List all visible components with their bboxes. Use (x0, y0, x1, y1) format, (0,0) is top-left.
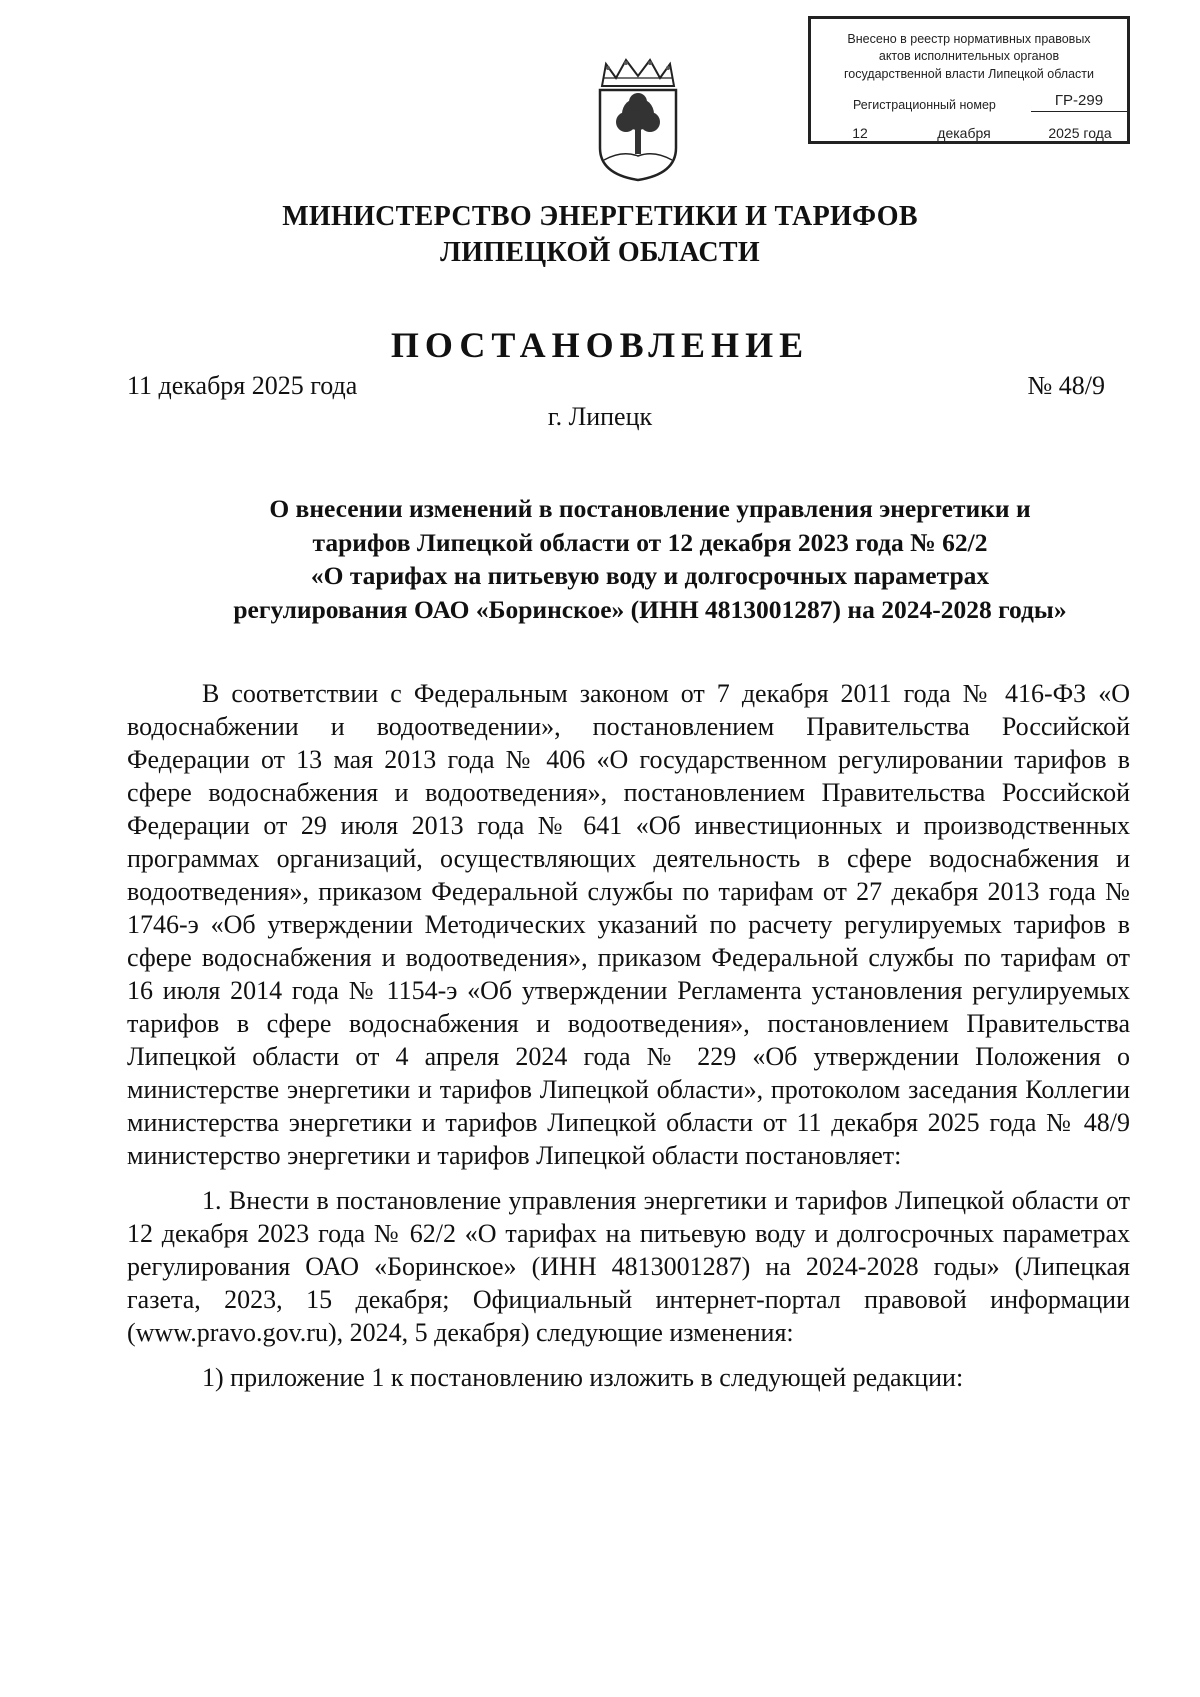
body-paragraph-item-1: 1. Внести в постановление управления энергетики и тарифов Липецкой области от 12 декабря 2023 года № 62/2 «О тарифах на питьевую воду и долгосрочных параметрах регулирования ОАО «Боринское» (ИНН 4813001287) на 2024-2028 годы» (Липецкая газета, 2023, 15 декабря; Официальный интернет-портал правовой информации (www.pravo.gov.ru), 2024, 5 декабря) следующие изменения: (127, 1186, 1130, 1347)
ministry-title-line-1: МИНИСТЕРСТВО ЭНЕРГЕТИКИ И ТАРИФОВ (282, 201, 918, 232)
stamp-reg-label: Регистрационный номер (853, 98, 996, 112)
stamp-line-1: Внесено в реестр нормативных правовых (847, 32, 1091, 46)
stamp-month: декабря (909, 126, 1019, 142)
document-body (127, 677, 1130, 1394)
ministry-title-line-2: ЛИПЕЦКОЙ ОБЛАСТИ (440, 237, 760, 268)
stamp-year: 2025 года (1033, 126, 1127, 142)
registry-stamp (808, 16, 1130, 144)
body-paragraph-subitem-1: 1) приложение 1 к постановлению изложить в следующей редакции: (202, 1363, 964, 1392)
stamp-line-2: актов исполнительных органов (878, 49, 1060, 63)
document-number: № 48/9 (1027, 371, 1105, 400)
stamp-reg-number: ГР-299 (1031, 91, 1127, 112)
subject-line-4: регулирования ОАО «Боринское» (ИНН 4813001287) на 2024-2028 годы» (233, 594, 1067, 624)
document-date: 11 декабря 2025 года (127, 371, 358, 400)
stamp-day: 12 (825, 126, 895, 142)
coat-of-arms-icon (592, 56, 684, 184)
document-city: г. Липецк (547, 402, 653, 431)
subject-line-2: тарифов Липецкой области от 12 декабря 2023 года № 62/2 (312, 527, 988, 557)
document-type-title: ПОСТАНОВЛЕНИЕ (390, 325, 810, 365)
subject-line-3: «О тарифах на питьевую воду и долгосрочных параметрах (310, 561, 990, 590)
document-subject (175, 492, 1125, 626)
subject-line-1: О внесении изменений в постановление управления энергетики и (269, 494, 1031, 523)
body-paragraph-preamble: В соответствии с Федеральным законом от 7 декабря 2011 года № 416-ФЗ «О водоснабжении и водоотведении», постановлением Правительства Российской Федерации от 13 мая 2013 года № 406 «О государственном регулировании тарифов в сфере водоснабжения и водоотведения», постановлением Правительства Российской Федерации от 29 июля 2013 года № 641 «Об инвестиционных и производственных программах организаций, осуществляющих деятельность в сфере водоснабжения и водоотведения», приказом Федеральной службы по тарифам от 27 декабря 2013 года № 1746-э «Об утверждении Методических указаний по расчету регулируемых тарифов в сфере водоснабжения и водоотведения», приказом Федеральной службы по тарифам от 16 июля 2014 года № 1154-э «Об утверждении Регламента установления регулируемых тарифов в сфере водоснабжения и водоотведения», постановлением Правительства Липецкой области от 4 апреля 2024 года № 229 «Об утверждении Положения о министерстве энергетики и тарифов Липецкой области», протоколом заседания Коллегии министерства энергетики и тарифов Липецкой области от 11 декабря 2025 года № 48/9 министерство энергетики и тарифов Липецкой области постановляет: (127, 679, 1130, 1170)
stamp-line-3: государственной власти Липецкой области (843, 67, 1095, 81)
